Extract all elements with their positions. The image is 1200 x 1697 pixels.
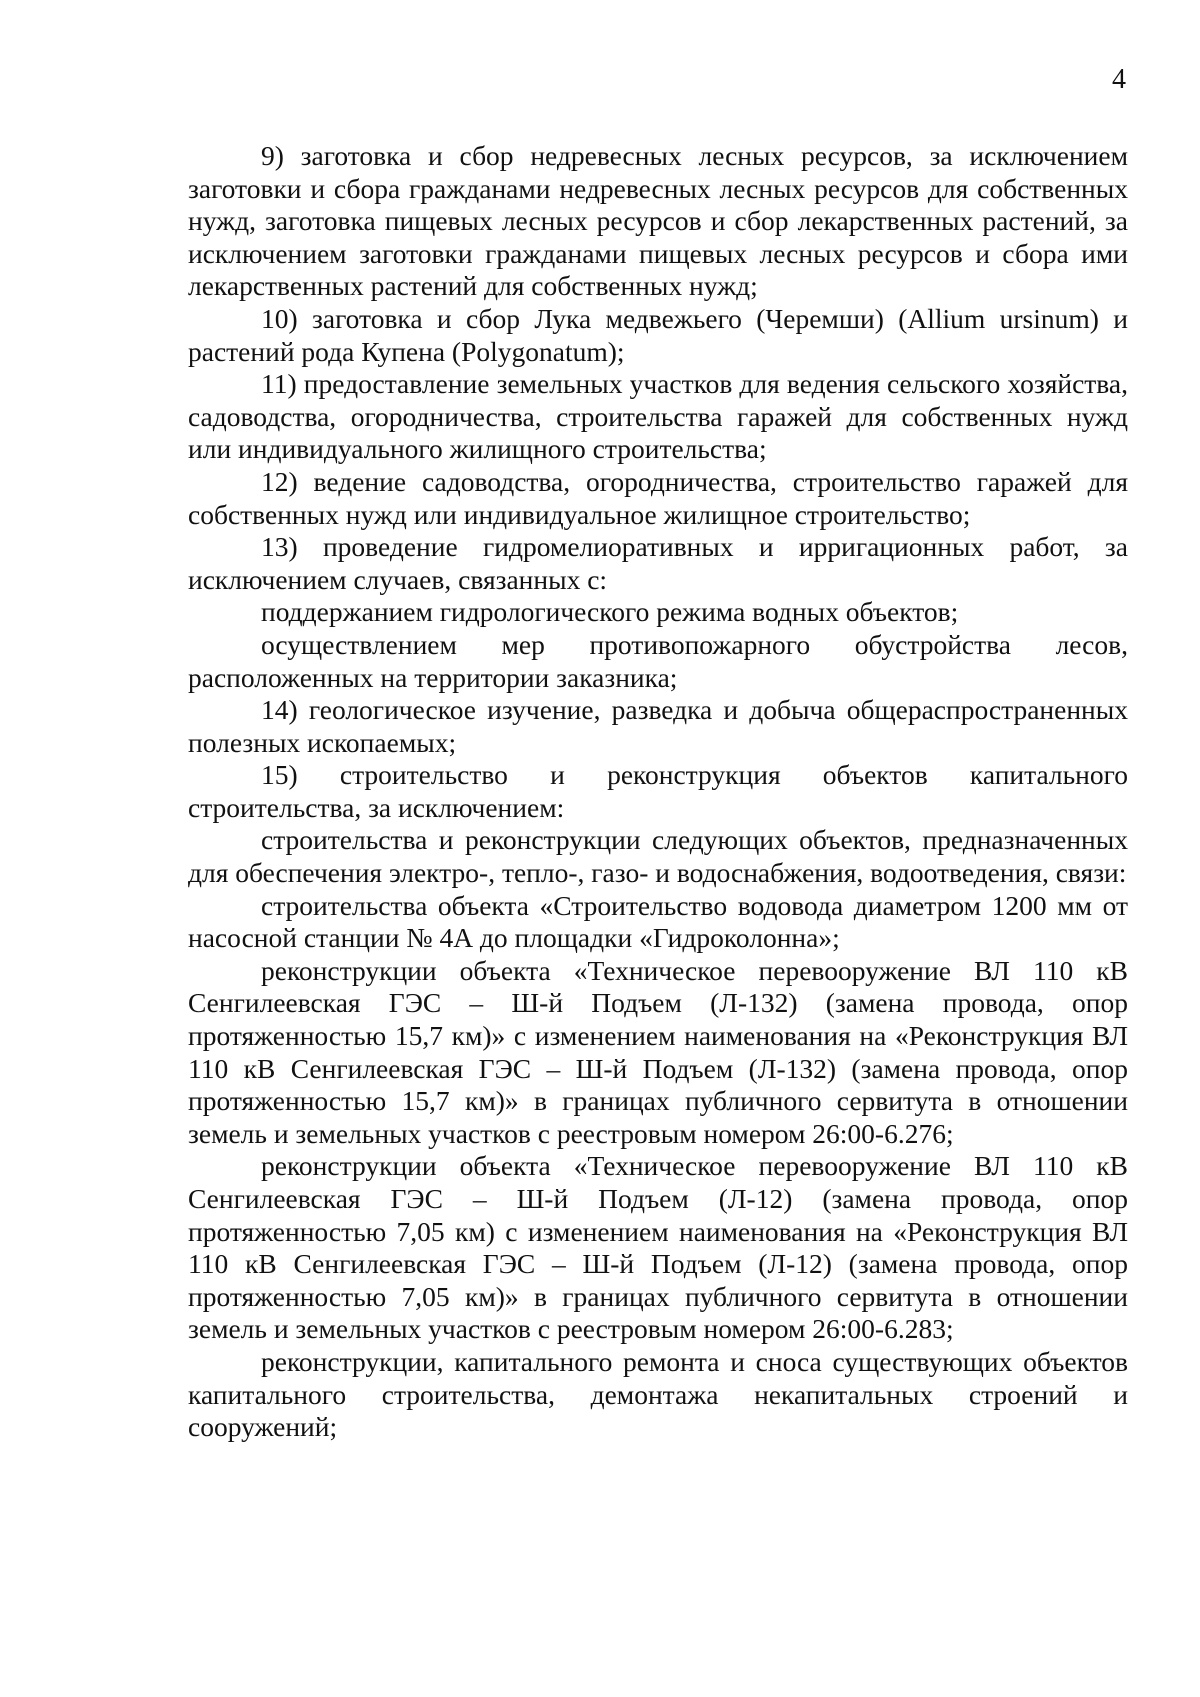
paragraph-exception-line-l132: реконструкции объекта «Техническое перевооружение ВЛ 110 кВ Сенгилеевская ГЭС – Ш-й Подъем (Л-132) (замена провода, опор протяженностью 15,7 км)» с изменением наименования на «Реконструкция ВЛ 110 кВ Сенгилеевская ГЭС – Ш-й Подъем (Л-132) (замена провода, опор протяженностью 15,7 км)» в границах публичного сервитута в отношении земель и земельных участков с реестровым номером 26:00-6.276;	[188, 954, 1128, 1149]
paragraph-exception-hydrology: поддержанием гидрологического режима водных объектов;	[261, 596, 959, 628]
paragraph-exception-reconstruction: реконструкции, капитального ремонта и сноса существующих объектов капитального строительства, демонтажа некапитальных строений и сооружений;	[188, 1345, 1128, 1443]
paragraph-item-15: 15) строительство и реконструкция объектов капитального строительства, за исключением:	[188, 759, 1128, 823]
page-number: 4	[1112, 64, 1126, 95]
paragraph-item-14: 14) геологическое изучение, разведка и добыча общераспространенных полезных ископаемых;	[188, 694, 1128, 758]
paragraph-item-11: 11) предоставление земельных участков для ведения сельского хозяйства, садоводства, огородничества, строительства гаражей для собственных нужд или индивидуального жилищного строительства;	[188, 368, 1128, 465]
paragraph-exception-fire-safety: осуществлением мер противопожарного обустройства лесов, расположенных на территории заказника;	[188, 628, 1128, 693]
paragraph-item-10: 10) заготовка и сбор Лука медвежьего (Черемши) (Allium ursinum) и растений рода Купена (Polygonatum);	[188, 302, 1128, 367]
paragraph-item-12: 12) ведение садоводства, огородничества, строительство гаражей для собственных нужд или индивидуальное жилищное строительство;	[188, 465, 1128, 530]
paragraph-item-9: 9) заготовка и сбор недревесных лесных ресурсов, за исключением заготовки и сбора гражданами недревесных лесных ресурсов для собственных нужд, заготовка пищевых лесных ресурсов и сбор лекарственных растений, за исключением заготовки гражданами пищевых лесных ресурсов и сбора ими лекарственных растений для собственных нужд;	[188, 140, 1128, 302]
paragraph-exception-line-l12: реконструкции объекта «Техническое перевооружение ВЛ 110 кВ Сенгилеевская ГЭС – Ш-й Подъем (Л-12) (замена провода, опор протяженностью 7,05 км) с изменением наименования на «Реконструкция ВЛ 110 кВ Сенгилеевская ГЭС – Ш-й Подъем (Л-12) (замена провода, опор протяженностью 7,05 км)» в границах публичного сервитута в отношении земель и земельных участков с реестровым номером 26:00-6.283;	[188, 1150, 1128, 1345]
paragraph-exception-utilities: строительства и реконструкции следующих объектов, предназначенных для обеспечения электро-, тепло-, газо- и водоснабжения, водоотведения, связи:	[188, 824, 1128, 889]
paragraph-item-13: 13) проведение гидромелиоративных и ирригационных работ, за исключением случаев, связанных с:	[188, 531, 1128, 595]
paragraph-exception-water-pipeline: строительства объекта «Строительство водовода диаметром 1200 мм от насосной станции № 4А до площадки «Гидроколонна»;	[188, 889, 1128, 954]
document-body	[188, 140, 1128, 1444]
